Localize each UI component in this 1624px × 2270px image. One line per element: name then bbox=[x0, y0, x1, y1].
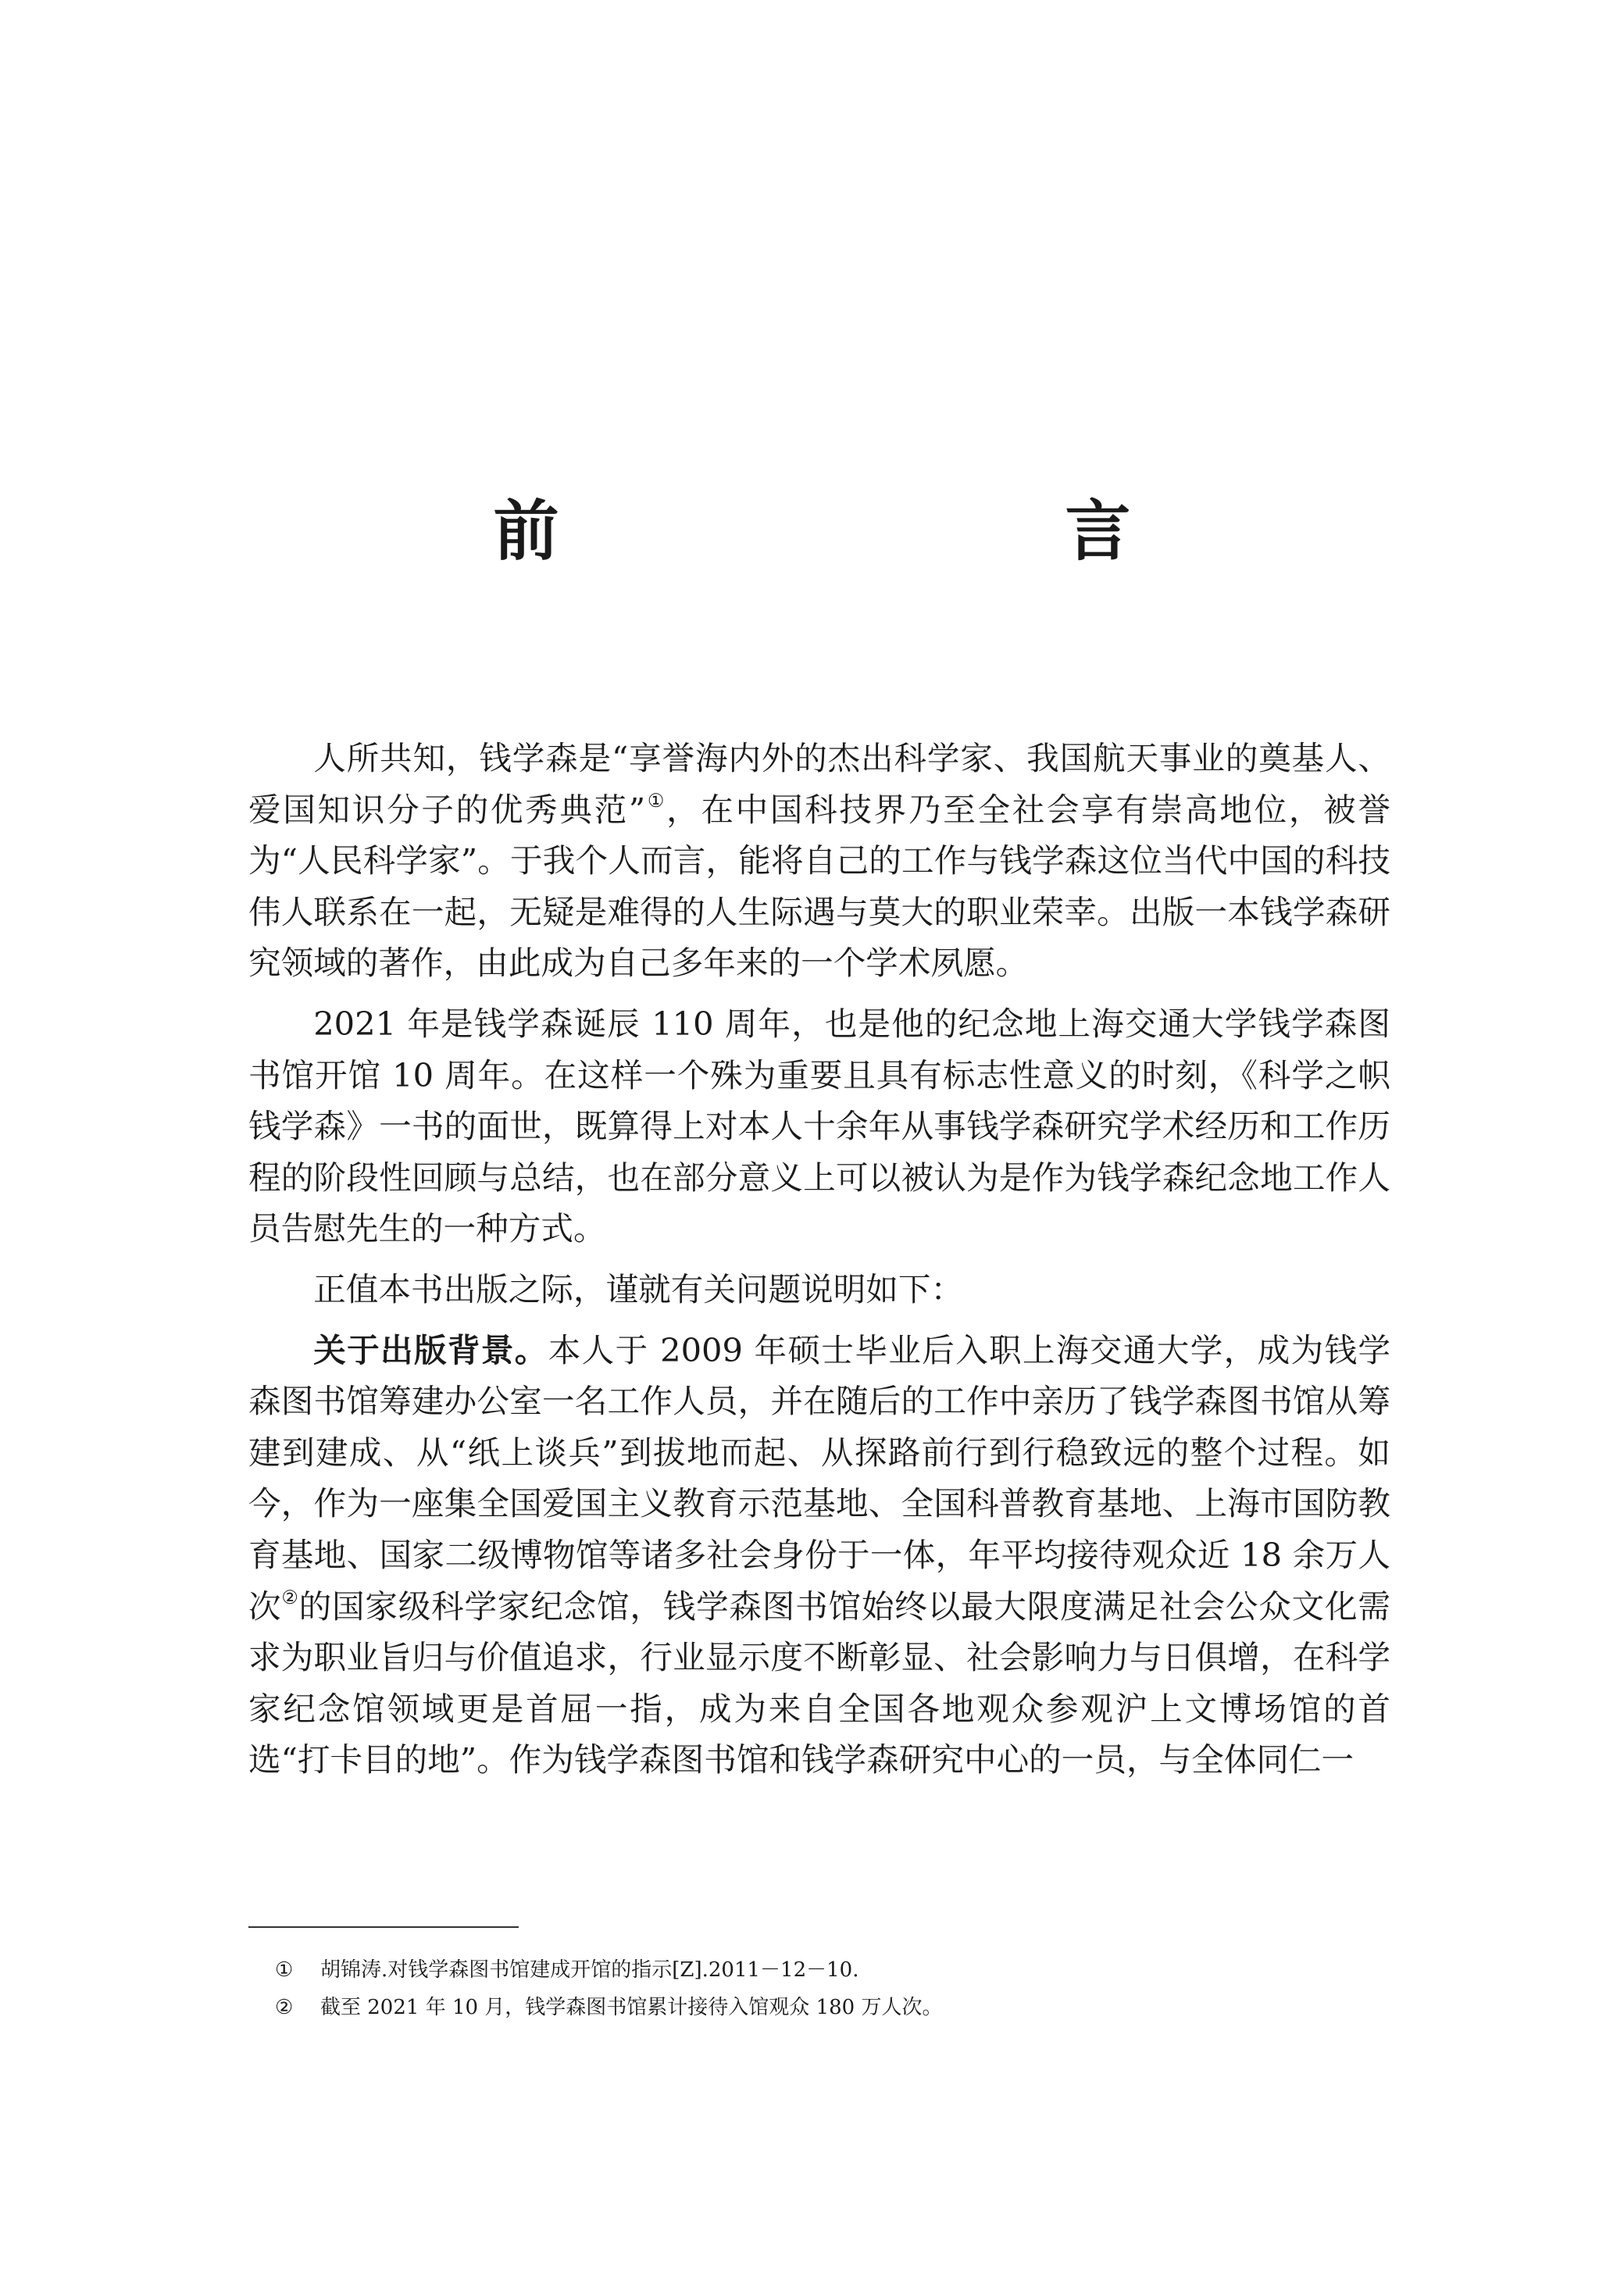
footnote-2-mark: ② bbox=[275, 1996, 294, 2019]
paragraph-4-text-a: 本人于 2009 年硕士毕业后入职上海交通大学，成为钱学森图书馆筹建办公室一名工作人员，并在随后的工作中亲历了钱学森图书馆从筹建到建成、从“纸上谈兵”到拔地而起、从探路前行到行稳致远的整个过程。如今，作为一座集全国爱国主义教育示范基地、全国科普教育基地、上海市国防教育基地、国家二级博物馆等诸多社会身份于一体，年平均接待观众近 18 余万人次 bbox=[248, 1330, 1390, 1626]
paragraph-3: 正值本书出版之际，谨就有关问题说明如下： bbox=[313, 1269, 964, 1308]
footnote-ref-2: ② bbox=[281, 1586, 299, 1608]
page-title: 前 言 bbox=[493, 492, 1256, 569]
paragraph-1-text-a: 人所共知，钱学森是“享誉海内外的杰出科学家、我国航天事业的奠基人、爱国知识分子的优秀典范” bbox=[248, 739, 1390, 829]
footnotes bbox=[275, 1951, 1369, 2026]
paragraph-4-text-b: 的国家级科学家纪念馆，钱学森图书馆始终以最大限度满足社会公众文化需求为职业旨归与价值追求，行业显示度不断彰显、社会影响力与日俱增，在科学家纪念馆领域更是首屈一指，成为来自全国各地观众参观沪上文博场馆的首选“打卡目的地”。作为钱学森图书馆和钱学森研究中心的一员，与全体同仁一 bbox=[248, 1587, 1390, 1779]
paragraph-1 bbox=[248, 733, 1390, 989]
paragraph-2: 2021 年是钱学森诞辰 110 周年，也是他的纪念地上海交通大学钱学森图书馆开馆 10 周年。在这样一个殊为重要且具有标志性意义的时刻，《科学之帜钱学森》一书的面世，既算得上对本人十余年从事钱学森研究学术经历和工作历程的阶段性回顾与总结，也在部分意义上可以被认为是作为钱学森纪念地工作人员告慰先生的一种方式。 bbox=[248, 1004, 1390, 1248]
preface-body bbox=[248, 733, 1390, 1795]
footnote-2 bbox=[275, 1989, 1369, 2026]
footnote-1 bbox=[275, 1951, 1369, 1989]
footnote-1-mark: ① bbox=[275, 1958, 294, 1982]
paragraph-4 bbox=[248, 1325, 1390, 1786]
paragraph-4-lead: 关于出版背景。 bbox=[313, 1330, 548, 1369]
footnote-1-text: 胡锦涛.对钱学森图书馆建成开馆的指示[Z].2011－12－10. bbox=[320, 1958, 859, 1982]
paragraph-1-text-b: ，在中国科技界乃至全社会享有崇高地位，被誉为“人民科学家”。于我个人而言，能将自己的工作与钱学森这位当代中国的科技伟人联系在一起，无疑是难得的人生际遇与莫大的职业荣幸。出版一本钱学森研究领域的著作，由此成为自己多年来的一个学术夙愿。 bbox=[248, 790, 1391, 983]
footnote-ref-1: ① bbox=[645, 789, 667, 812]
footnote-divider bbox=[248, 1926, 519, 1928]
footnote-2-text: 截至 2021 年 10 月，钱学森图书馆累计接待入馆观众 180 万人次。 bbox=[320, 1996, 943, 2019]
